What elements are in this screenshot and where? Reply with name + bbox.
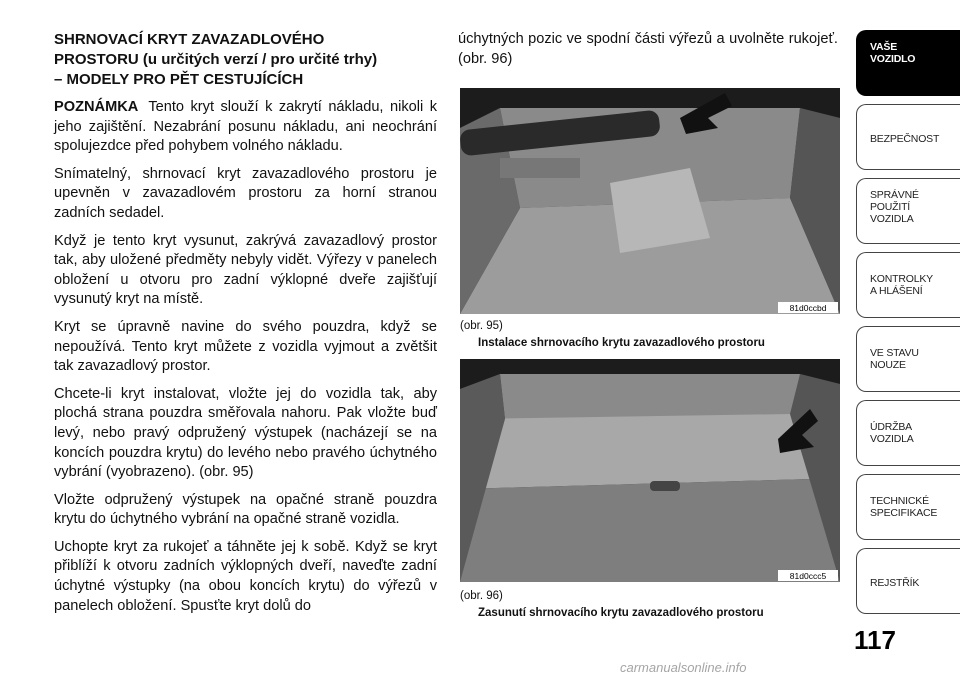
body-paragraph-3: Kryt se úpravně navine do svého pouzdra, když se nepoužívá. Tento kryt můžete z vozidla vyjmout a zvětšit tak zavazadlový prostor.: [54, 318, 437, 375]
note-label: POZNÁMKA: [54, 99, 139, 115]
tab-rejstrik[interactable]: [856, 548, 960, 614]
figure-95-ref: (obr. 95): [460, 320, 503, 332]
heading-line-1: SHRNOVACÍ KRYT ZAVAZADLOVÉHO: [54, 31, 325, 48]
tab-label-line: NOUZE: [870, 359, 906, 371]
tab-label-line: SPECIFIKACE: [870, 507, 938, 519]
tab-label-line: BEZPEČNOST: [870, 133, 940, 145]
left-column: [54, 30, 437, 624]
tab-label-line: TECHNICKÉ: [870, 495, 929, 507]
figure-96-ref: (obr. 96): [460, 590, 503, 602]
tab-ve-stavu-nouze[interactable]: [856, 326, 960, 392]
tab-bezpecnost[interactable]: [856, 104, 960, 170]
tab-label-line: SPRÁVNÉ: [870, 189, 919, 201]
tab-spravne-pouziti-vozidla[interactable]: [856, 178, 960, 244]
tab-label-line: VAŠE: [870, 41, 898, 53]
tab-label-line: ÚDRŽBA: [870, 421, 912, 433]
figure-95-photo: [460, 88, 840, 314]
note-text: Tento kryt slouží k zakrytí nákladu, nikoli k jeho zajištění. Nezabrání posunu nákladu, ani neochrání spolujezdce před pohybem volného nákladu.: [54, 99, 437, 155]
tab-vase-vozidlo[interactable]: [856, 30, 960, 96]
tab-label-line: VE STAVU: [870, 347, 919, 359]
tab-label-line: VOZIDLO: [870, 53, 916, 65]
tab-label-line: VOZIDLA: [870, 433, 914, 445]
watermark: carmanualsonline.info: [620, 660, 747, 675]
note-paragraph: [54, 98, 437, 157]
body-paragraph-2: Když je tento kryt vysunut, zakrývá zavazadlový prostor tak, aby uložené předměty nebyly vidět. Výřezy v panelech obložení u otvoru pro zadní výklopné dveře zajišťují vysunutý kryt na místě.: [54, 232, 437, 308]
body-paragraph-4: Chcete-li kryt instalovat, vložte jej do vozidla tak, aby plochá strana pouzdra směřovala nahoru. Pak vložte buď levý, nebo pravý odpružený výstupek (nacházejí se na koncích pouzdra krytu) do levého nebo pravého úchytného vybrání (vyobrazeno). (obr. 95): [54, 385, 437, 481]
figure-95-caption: Instalace shrnovacího krytu zavazadlového prostoru: [478, 337, 765, 349]
figure-96-caption: Zasunutí shrnovacího krytu zavazadlového prostoru: [478, 607, 764, 619]
tab-label-line: POUŽITÍ: [870, 201, 911, 213]
tab-label-line: VOZIDLA: [870, 213, 914, 225]
page-number: 117: [854, 625, 896, 655]
tab-label-line: A HLÁŠENÍ: [870, 285, 923, 297]
body-paragraph-5: Vložte odpružený výstupek na opačné straně pouzdra krytu do úchytného vybrání na opačné straně vozidla.: [54, 491, 437, 528]
right-column: [458, 30, 838, 69]
body-paragraph-6: Uchopte kryt za rukojeť a táhněte jej k sobě. Když se kryt přiblíží k otvoru zadních výklopných dveří, naveďte zadní úchytné výstupky (na obou koncích krytu) do výřezů v panelech obložení. Spusťte kryt dolů do: [54, 538, 437, 614]
figure-96-photo: [460, 359, 840, 582]
body-paragraph-1: Snímatelný, shrnovací kryt zavazadlového prostoru je upevněn v zavazadlovém prostoru za horní stranou zadních sedadel.: [54, 165, 437, 221]
section-heading: [54, 30, 437, 90]
cargo-area-illustration-96: [460, 359, 840, 582]
tab-label-line: REJSTŘÍK: [870, 577, 920, 589]
heading-line-3: – MODELY PRO PĚT CESTUJÍCÍCH: [54, 71, 304, 88]
cargo-area-illustration-95: [460, 88, 840, 314]
tab-kontrolky-a-hlaseni[interactable]: [856, 252, 960, 318]
tab-udrzba-vozidla[interactable]: [856, 400, 960, 466]
tab-technicke-specifikace[interactable]: [856, 474, 960, 540]
tab-label-line: KONTROLKY: [870, 273, 933, 285]
heading-line-2: PROSTORU (u určitých verzí / pro určité trhy): [54, 51, 378, 68]
figure-code-95: 81d0ccbd: [789, 303, 827, 313]
figure-code-96: 81d0ccc5: [789, 571, 827, 581]
continued-paragraph: úchytných pozic ve spodní části výřezů a uvolněte rukojeť. (obr. 96): [458, 31, 838, 67]
